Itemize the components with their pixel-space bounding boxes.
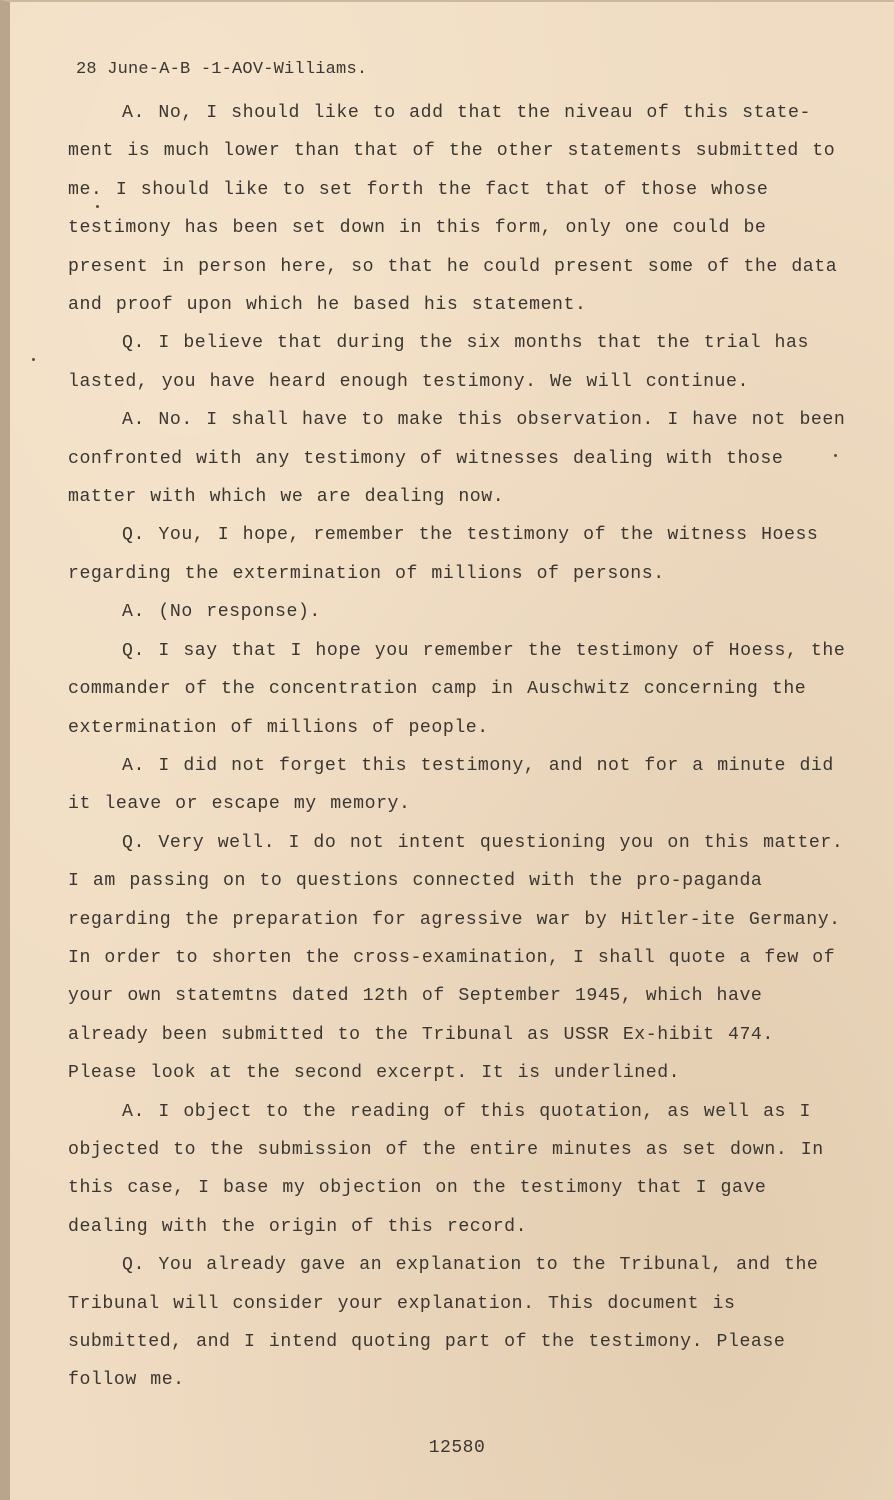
transcript-paragraph: A. I object to the reading of this quotation, as well as I objected to the submission of the entire minutes as set down. In this case, I base my objection on the testimony that I gave dealing with the origin of this record.: [68, 1101, 824, 1237]
transcript-paragraph: Q. Very well. I do not intent questioning you on this matter. I am passing on to questions connected with the pro-paganda regarding the preparation for agressive war by Hitler-ite Germany. In order to shorten the cross-examination, I shall quote a few of your own statemtns dated 12th of September 1945, which have already been submitted to the Tribunal as USSR Ex-hibit 474. Please look at the second excerpt. It is underlined.: [68, 832, 844, 1084]
transcript-body: [68, 94, 848, 1400]
page-header: 28 June-A-B -1-AOV-Williams.: [76, 60, 368, 79]
transcript-paragraph: Q. I say that I hope you remember the testimony of Hoess, the commander of the concentration camp in Auschwitz concerning the extermination of millions of people.: [68, 640, 846, 738]
paper-speck: [96, 205, 99, 208]
transcript-paragraph: Q. You, I hope, remember the testimony of the witness Hoess regarding the extermination of millions of persons.: [68, 525, 819, 584]
paper-speck: [32, 358, 35, 361]
transcript-paragraph: Q. I believe that during the six months that the trial has lasted, you have heard enough testimony. We will continue.: [68, 333, 809, 392]
transcript-paragraph: A. No, I should like to add that the niveau of this state-ment is much lower than that of the other statements submitted to me. I should like to set forth the fact that of those whose testimony has been set down in this form, only one could be present in person here, so that he could present some of the data and proof upon which he based his statement.: [68, 103, 838, 316]
transcript-paragraph: A. No. I shall have to make this observation. I have not been confronted with any testimony of witnesses dealing with those matter with which we are dealing now.: [68, 410, 846, 508]
transcript-paragraph: A. I did not forget this testimony, and not for a minute did it leave or escape my memory.: [68, 755, 834, 815]
transcript-paragraph: Q. You already gave an explanation to the Tribunal, and the Tribunal will consider your explanation. This document is submitted, and I intend quoting part of the testimony. Please follow me.: [68, 1255, 819, 1391]
paper-speck: [834, 454, 837, 457]
page-number: 12580: [428, 1438, 486, 1458]
transcript-paragraph: A. (No response).: [122, 602, 321, 623]
